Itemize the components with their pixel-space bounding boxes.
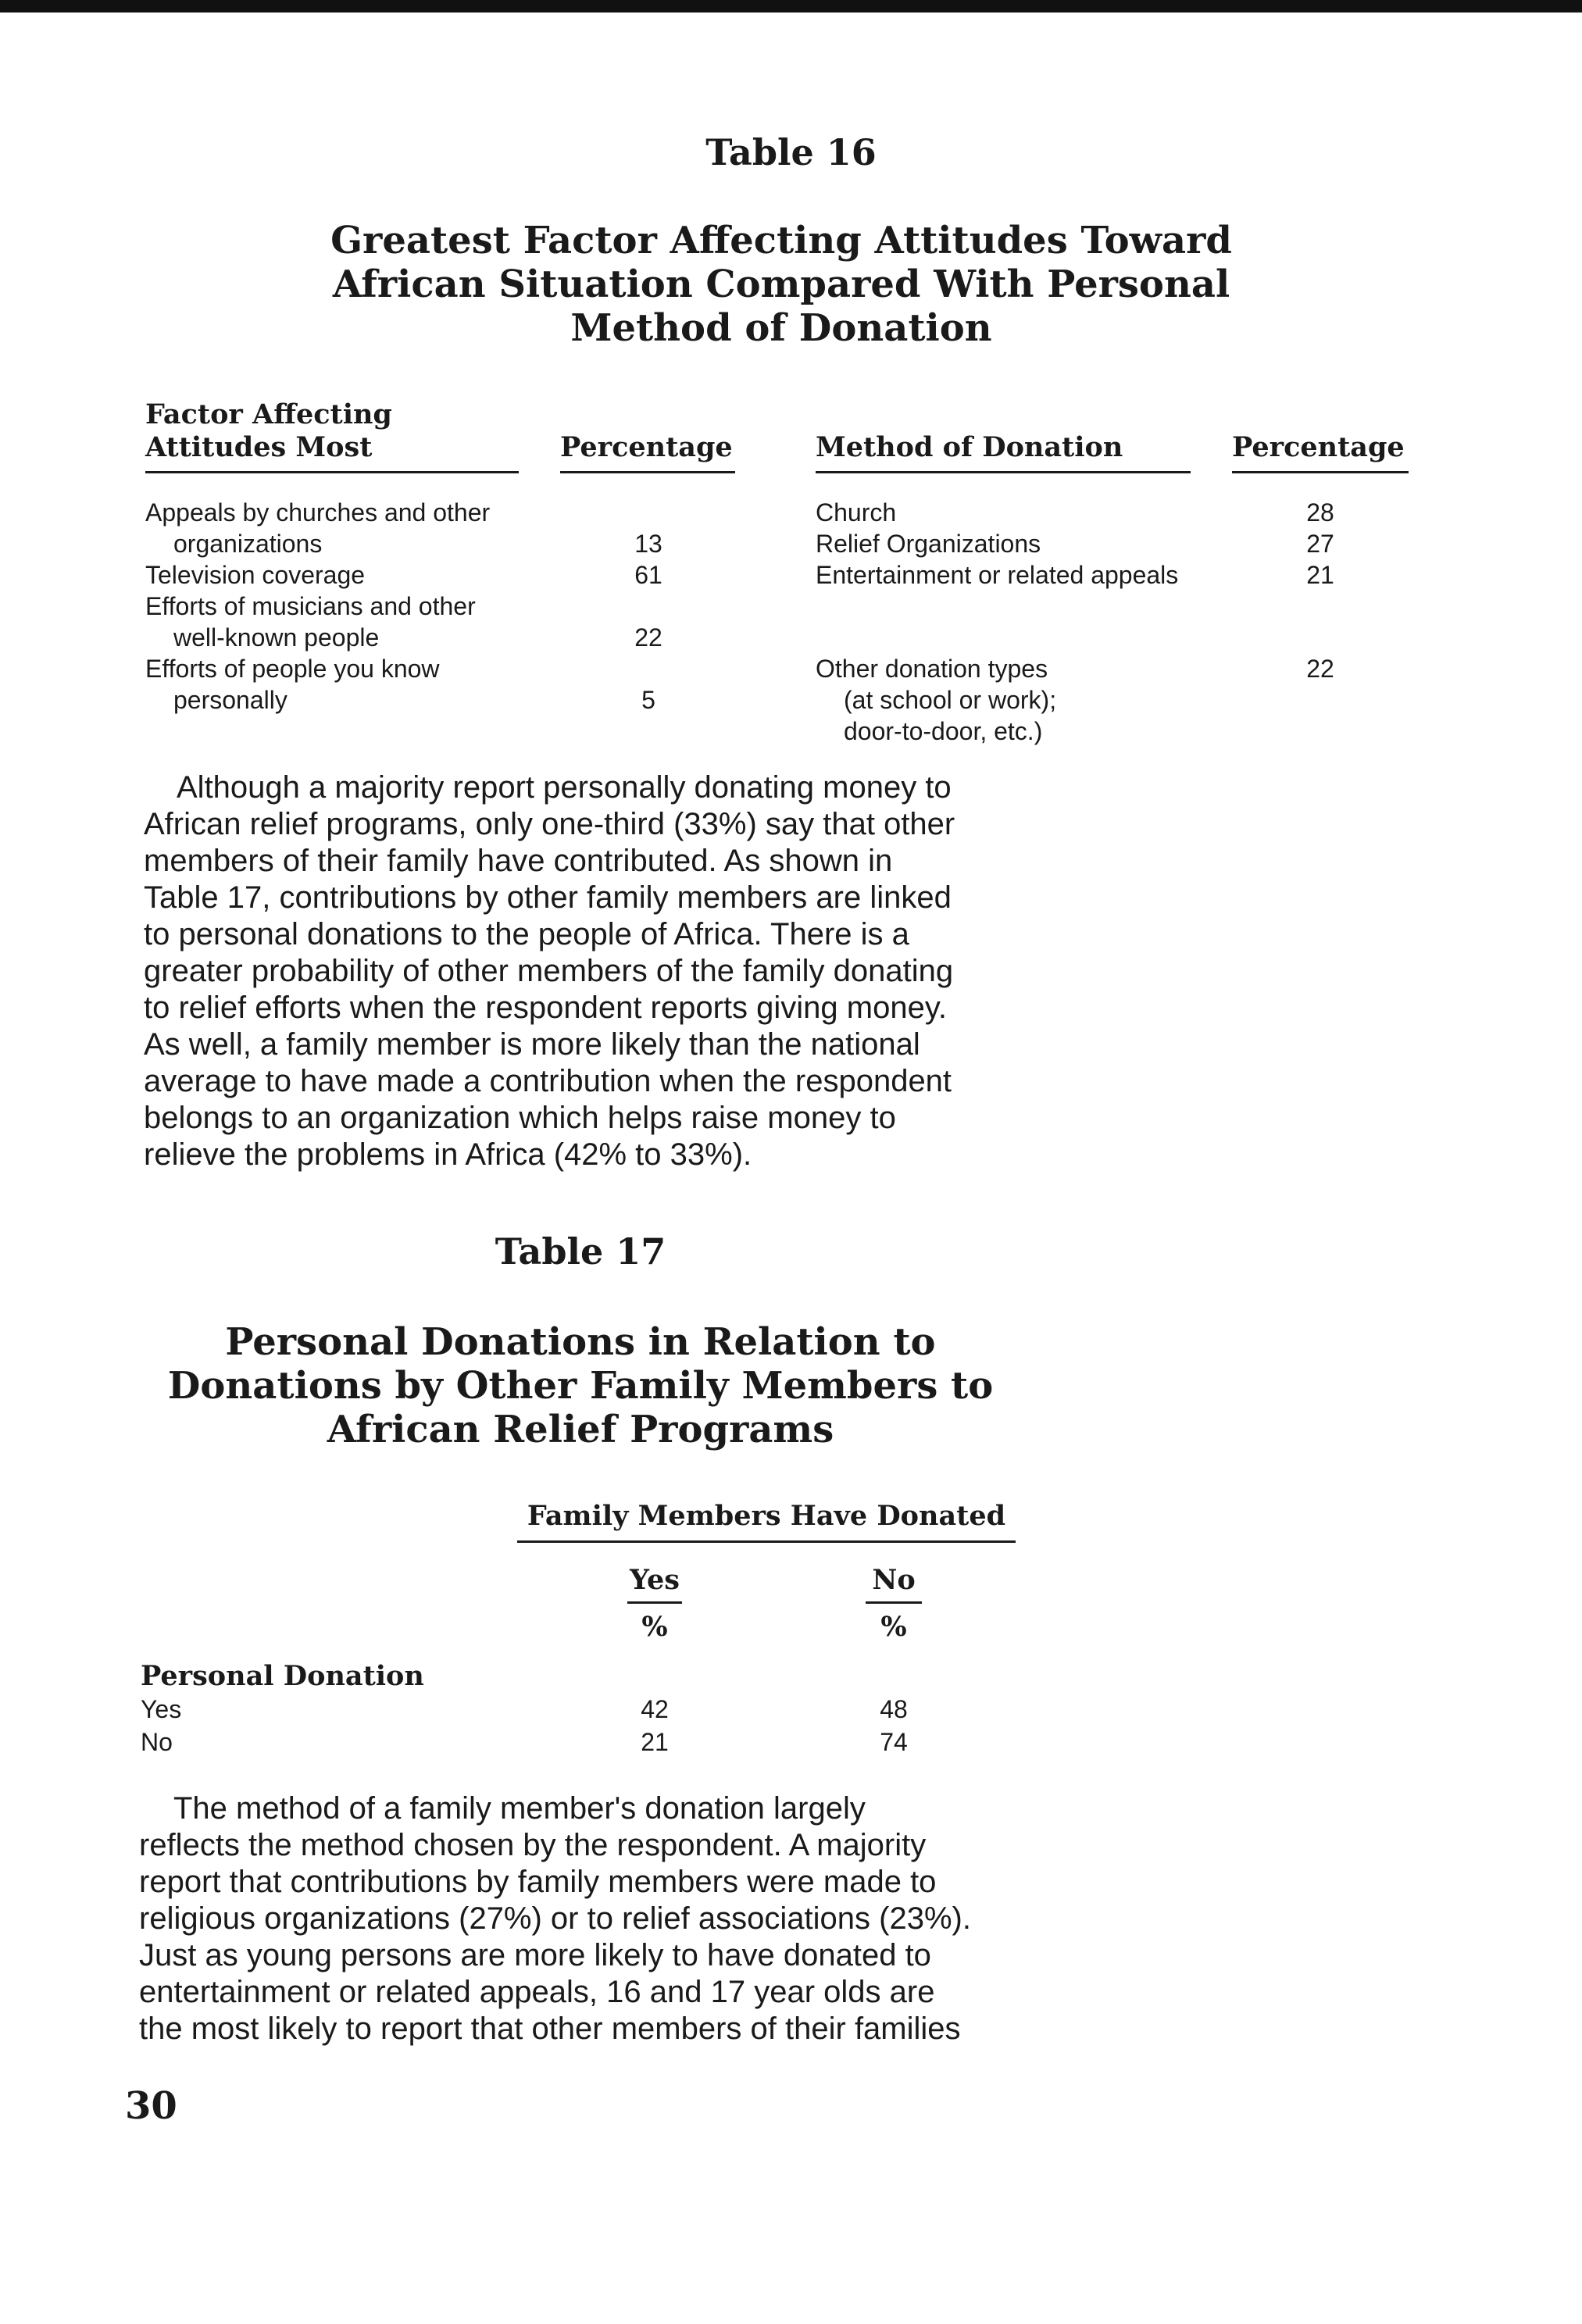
factor-label-line1: Efforts of musicians and other: [145, 592, 476, 620]
table16-label: Table 16: [705, 131, 877, 173]
factor-label-line2: well-known people: [173, 623, 380, 652]
method-label: Other donation types: [816, 655, 1048, 683]
method-label: Relief Organizations: [816, 530, 1041, 558]
factor-row: [145, 497, 490, 559]
col-no-rule: [866, 1601, 922, 1604]
col-yes-rule: [627, 1601, 682, 1604]
table17-cell-no: 48: [880, 1695, 908, 1723]
factor-label-line2: organizations: [173, 530, 323, 558]
method-sub-line1: (at school or work);: [844, 686, 1057, 714]
table16-left-percentage-header: Percentage: [560, 431, 733, 463]
table17-cell-yes: 42: [641, 1695, 669, 1723]
paragraph-line: belongs to an organization which helps raise money to: [144, 1101, 896, 1135]
table16-title-line2: African Situation Compared With Personal: [332, 262, 1230, 306]
factor-value: 13: [634, 530, 662, 558]
method-label: Entertainment or related appeals: [816, 561, 1179, 589]
table17-group-header: Family Members Have Donated: [527, 1500, 1006, 1532]
paragraph-line: African relief programs, only one-third (33%) say that other: [144, 807, 955, 841]
factor-value: 22: [634, 623, 662, 652]
method-header-rule: [816, 471, 1191, 473]
paragraph-line: Although a majority report personally donating money to: [177, 770, 952, 805]
paragraph-line: to relief efforts when the respondent reports giving money.: [144, 991, 947, 1025]
factor-label-line1: Efforts of people you know: [145, 655, 440, 683]
factor-header-line2: Attitudes Most: [145, 431, 373, 463]
table17-unit-no: %: [880, 1611, 907, 1643]
paragraph-line: relieve the problems in Africa (42% to 33%).: [144, 1137, 752, 1172]
paragraph-line: Table 17, contributions by other family members are linked: [144, 880, 952, 915]
table17-unit-yes: %: [641, 1611, 668, 1643]
factor-header-rule: [145, 471, 519, 473]
paragraph-line: the most likely to report that other members of their families: [139, 2012, 961, 2046]
table17-title-line1: Personal Donations in Relation to: [225, 1320, 936, 1364]
method-other-row: [816, 653, 1056, 747]
body-paragraph-1: [144, 769, 1105, 1173]
table17-col-yes: Yes: [630, 1564, 680, 1596]
factor-label-line2: personally: [173, 686, 287, 714]
table17-title-line3: African Relief Programs: [327, 1408, 834, 1451]
paragraph-line: to personal donations to the people of Africa. There is a: [144, 917, 909, 951]
table16-method-header: Method of Donation: [816, 431, 1123, 463]
factor-row: [145, 591, 476, 653]
table16-title-line3: Method of Donation: [570, 306, 992, 350]
table17-row-label: No: [141, 1728, 173, 1756]
table17-title-line2: Donations by Other Family Members to: [167, 1364, 994, 1408]
table16-title-line1: Greatest Factor Affecting Attitudes Toward: [330, 219, 1232, 262]
paragraph-line: entertainment or related appeals, 16 and 17 year olds are: [139, 1975, 935, 2009]
factor-value: 5: [641, 686, 655, 714]
factor-row: [145, 653, 440, 716]
method-value: 28: [1306, 498, 1334, 527]
table16-factor-header: [145, 398, 392, 464]
scan-top-edge: [0, 0, 1582, 12]
paragraph-line: reflects the method chosen by the respondent. A majority: [139, 1828, 927, 1862]
paragraph-line: religious organizations (27%) or to relief associations (23%).: [139, 1901, 971, 1936]
factor-label-line1: Television coverage: [145, 561, 366, 589]
table17-label: Table 17: [495, 1230, 666, 1273]
table16-title: [0, 219, 1562, 350]
paragraph-line: report that contributions by family members were made to: [139, 1865, 937, 1899]
method-sub-line2: door-to-door, etc.): [844, 717, 1043, 745]
paragraph-line: As well, a family member is more likely than the national: [144, 1027, 920, 1062]
factor-row: [145, 559, 365, 591]
table17-col-no: No: [872, 1564, 916, 1596]
paragraph-line: The method of a family member's donation largely: [173, 1791, 866, 1826]
method-value: 22: [1306, 655, 1334, 683]
method-value: 27: [1306, 530, 1334, 558]
group-header-rule: [517, 1540, 1016, 1543]
table17-cell-no: 74: [880, 1728, 908, 1756]
factor-label-line1: Appeals by churches and other: [145, 498, 491, 527]
method-label: Church: [816, 498, 897, 527]
paragraph-line: average to have made a contribution when the respondent: [144, 1064, 952, 1098]
paragraph-line: greater probability of other members of the family donating: [144, 954, 954, 988]
paragraph-line: Just as young persons are more likely to have donated to: [139, 1938, 931, 1972]
factor-value: 61: [634, 561, 662, 589]
right-percentage-rule: [1232, 471, 1409, 473]
body-paragraph-2: [139, 1790, 1108, 2047]
left-percentage-rule: [560, 471, 735, 473]
table17-row-label: Yes: [141, 1695, 182, 1723]
method-value: 21: [1306, 561, 1334, 589]
table17-cell-yes: 21: [641, 1728, 669, 1756]
table17-row-header: Personal Donation: [141, 1660, 424, 1692]
table16-right-percentage-header: Percentage: [1232, 431, 1405, 463]
factor-header-line1: Factor Affecting: [145, 398, 392, 430]
paragraph-line: members of their family have contributed. As shown in: [144, 844, 893, 878]
table17-title: [141, 1320, 1020, 1451]
page-number: 30: [125, 2084, 177, 2128]
